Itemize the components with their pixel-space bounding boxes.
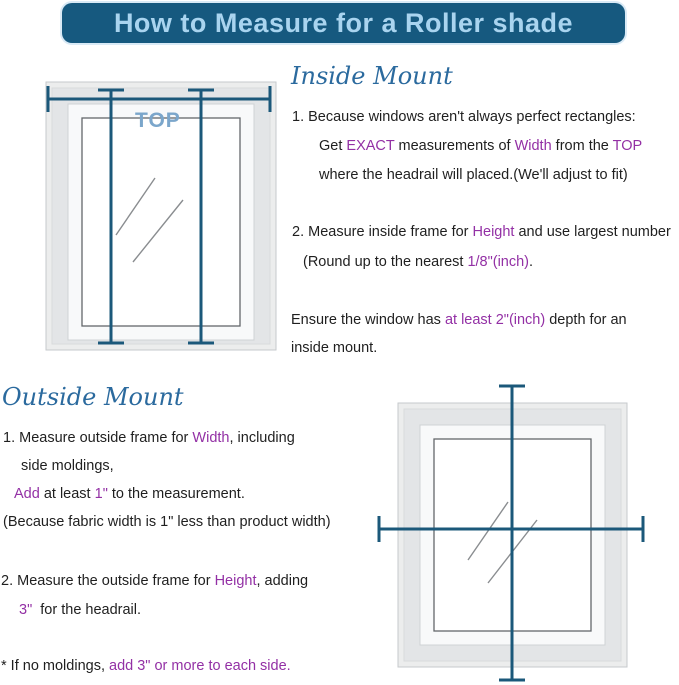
body-text: , adding — [256, 573, 309, 589]
highlighted-text: Add — [14, 486, 40, 502]
body-text: to the measurement. — [107, 486, 245, 502]
text-line — [3, 480, 331, 508]
page-title: How to Measure for a Roller shade — [113, 7, 574, 38]
highlighted-text: EXACT — [346, 138, 395, 154]
text-line — [1, 651, 291, 681]
body-text: 1. Because windows aren't always perfect rectangles: — [292, 109, 636, 125]
outside-footnote — [1, 651, 291, 681]
body-text: depth for an — [545, 312, 627, 328]
body-text: and use largest number — [514, 224, 671, 240]
body-text: Ensure the window has — [291, 312, 445, 328]
text-line — [292, 217, 671, 247]
body-text: at least — [39, 486, 95, 502]
body-text: . — [529, 254, 534, 270]
body-text: (Because fabric width is 1" less than product width) — [3, 514, 331, 530]
body-text: measurements of — [394, 138, 515, 154]
body-text: side moldings, — [21, 458, 114, 474]
highlighted-text: Width — [514, 138, 552, 154]
body-text: for the headrail. — [32, 602, 142, 618]
inside-depth-note — [291, 306, 627, 362]
body-text: (Round up to the nearest — [303, 254, 468, 270]
body-text: where the headrail will placed.(We'll adjust to fit) — [319, 167, 628, 183]
text-line — [3, 452, 331, 480]
inside-step-1 — [292, 103, 642, 190]
text-line — [292, 103, 642, 132]
header-banner — [62, 3, 625, 43]
text-line — [3, 508, 331, 536]
text-line — [1, 567, 308, 596]
text-line — [291, 306, 627, 334]
highlighted-text: Width — [192, 430, 230, 446]
text-line — [292, 161, 642, 190]
inside-step-2 — [292, 217, 671, 277]
highlighted-text: add 3" or more to each side. — [109, 658, 291, 674]
text-line — [292, 132, 642, 161]
body-text: 2. Measure the outside frame for — [1, 573, 215, 589]
inside-mount-window-illustration — [38, 73, 284, 359]
outside-step-1 — [3, 424, 331, 536]
outside-step-2 — [1, 567, 308, 625]
body-text: from the — [551, 138, 613, 154]
highlighted-text: 3" — [19, 602, 33, 618]
text-line — [291, 334, 627, 362]
body-text: 2. Measure inside frame for — [292, 224, 473, 240]
outside-mount-window-svg — [363, 373, 669, 685]
highlighted-text: at least 2"(inch) — [444, 312, 546, 328]
body-text: * If no moldings, — [1, 658, 109, 674]
highlighted-text: 1" — [94, 486, 108, 502]
body-text: 1. Measure outside frame for — [3, 430, 193, 446]
outside-mount-heading: Outside Mount — [2, 383, 184, 411]
window-glass — [82, 118, 240, 326]
highlighted-text: 1/8"(inch) — [467, 254, 530, 270]
highlighted-text: Height — [214, 573, 257, 589]
highlighted-text: Height — [472, 224, 515, 240]
highlighted-text: TOP — [612, 138, 643, 154]
inside-mount-heading: Inside Mount — [291, 62, 453, 90]
text-line — [3, 424, 331, 452]
outside-mount-window-illustration — [363, 373, 669, 685]
body-text: inside mount. — [291, 340, 378, 356]
text-line — [1, 596, 308, 625]
body-text: , including — [229, 430, 295, 446]
body-text: Get — [319, 138, 347, 154]
text-line — [292, 247, 671, 277]
top-label: TOP — [135, 109, 181, 132]
